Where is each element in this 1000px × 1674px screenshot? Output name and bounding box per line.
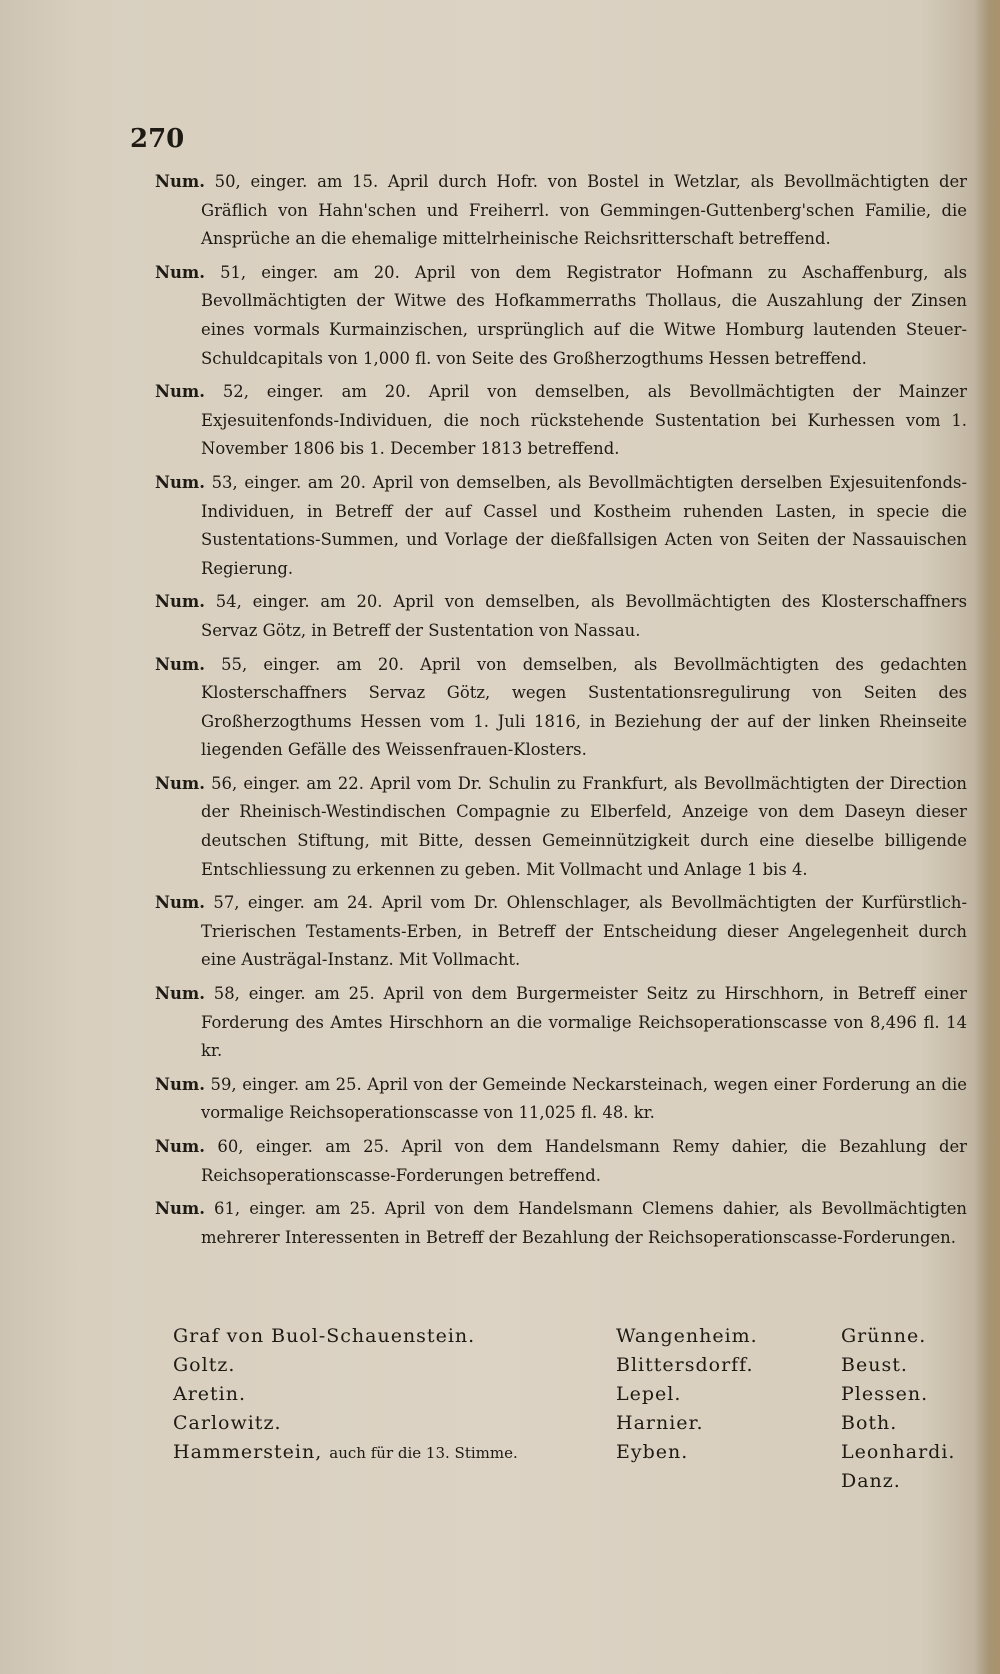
entry-text: 59, einger. am 25. April von der Gemeinde Neckarsteinach, wegen einer Forderung an die vormalige Reichsoperationscasse von 11,025 fl. 48. kr.	[201, 1074, 967, 1123]
entry-58	[155, 980, 967, 1066]
entry-56	[155, 770, 967, 884]
entry-label: Num.	[155, 654, 205, 674]
entry-label: Num.	[155, 592, 205, 612]
entry-label: Num.	[155, 1199, 205, 1219]
entry-53	[155, 469, 967, 583]
entry-text: 54, einger. am 20. April von demselben, als Bevollmächtigten des Klosterschaffners Servaz Götz, in Betreff der Sustentation von Nassau.	[201, 592, 967, 640]
entry-text: 56, einger. am 22. April vom Dr. Schulin zu Frankfurt, als Bevollmächtigten der Direction der Rheinisch-Westindischen Compagnie zu Elberfeld, Anzeige von dem Daseyn dieser deutschen Stiftung, mit Bitte, dessen Gemeinnützigkeit durch eine dieselbe billigende Entschliessung zu erkennen zu geben. Mit Vollmacht und Anlage 1 bis 4.	[201, 773, 967, 879]
signature-name: Grünne.	[841, 1325, 927, 1347]
signature-name: Plessen.	[841, 1383, 929, 1405]
signature-name: Carlowitz.	[173, 1412, 282, 1434]
page-number: 270	[130, 124, 185, 154]
signature-column-3	[841, 1322, 971, 1496]
entry-text: 58, einger. am 25. April von dem Burgermeister Seitz zu Hirschhorn, in Betreff einer Forderung des Amtes Hirschhorn an die vormalige Reichsoperationscasse von 8,496 fl. 14 kr.	[201, 984, 967, 1061]
signature-name: Graf von Buol-Schauenstein.	[173, 1325, 476, 1347]
entry-label: Num.	[155, 472, 205, 492]
entry-text: 61, einger. am 25. April von dem Handelsmann Clemens dahier, als Bevollmächtigten mehrerer Interessenten in Betreff der Bezahlung der Reichsoperationscasse-Forderungen.	[201, 1199, 967, 1247]
entry-50	[155, 168, 967, 254]
entry-57	[155, 889, 967, 975]
entry-54	[155, 588, 967, 645]
entry-label: Num.	[155, 773, 205, 793]
entry-label: Num.	[155, 984, 205, 1004]
signature-name: Wangenheim.	[616, 1325, 758, 1347]
entry-label: Num.	[155, 382, 205, 402]
entry-label: Num.	[155, 893, 205, 913]
signature-name: Aretin.	[173, 1383, 247, 1405]
entry-label: Num.	[155, 262, 205, 282]
entry-label: Num.	[155, 172, 205, 191]
signature-name: Eyben.	[616, 1441, 689, 1463]
entry-text: 53, einger. am 20. April von demselben, als Bevollmächtigten derselben Exjesuitenfonds-Individuen, in Betreff der auf Cassel und Kostheim ruhenden Lasten, in specie die Sustentations-Summen, und Vorlage der dießfallsigen Acten von Seiten der Nassauischen Regierung.	[201, 472, 967, 578]
entry-label: Num.	[155, 1137, 205, 1156]
signature-name: Danz.	[841, 1470, 901, 1492]
entry-51	[155, 259, 967, 373]
signature-name: Beust.	[841, 1354, 908, 1376]
signature-name: Harnier.	[616, 1412, 704, 1434]
signature-name: Hammerstein,	[173, 1441, 323, 1463]
signature-name: Blittersdorff.	[616, 1354, 754, 1376]
signature-column-1	[173, 1322, 603, 1468]
signature-name: Leonhardi.	[841, 1441, 956, 1463]
entry-text: 52, einger. am 20. April von demselben, als Bevollmächtigten der Mainzer Exjesuitenfonds-Individuen, die noch rückstehende Sustentation bei Kurhessen vom 1. November 1806 bis 1. December 1813 betreffend.	[201, 382, 967, 459]
entry-text: 57, einger. am 24. April vom Dr. Ohlenschlager, als Bevollmächtigten der Kurfürstlich-Trierischen Testaments-Erben, in Betreff der Entscheidung dieser Angelegenheit durch eine Austrägal-Instanz. Mit Vollmacht.	[201, 893, 967, 970]
entry-text: 55, einger. am 20. April von demselben, als Bevollmächtigten des gedachten Klosterschaffners Servaz Götz, wegen Sustentationsregulirung von Seiten des Großherzogthums Hessen vom 1. Juli 1816, in Beziehung der auf der linken Rheinseite liegenden Gefälle des Weissenfrauen-Klosters.	[201, 654, 967, 760]
entry-61	[155, 1195, 967, 1252]
signature-name-with-note	[173, 1438, 603, 1468]
signature-name: Lepel.	[616, 1383, 682, 1405]
entry-52	[155, 378, 967, 464]
signature-name: Goltz.	[173, 1354, 236, 1376]
signature-note: auch für die 13. Stimme.	[329, 1444, 518, 1462]
entry-text: 51, einger. am 20. April von dem Registrator Hofmann zu Aschaffenburg, als Bevollmächtigten der Witwe des Hofkammerraths Thollaus, die Auszahlung der Zinsen eines vormals Kurmainzischen, ursprünglich auf die Witwe Homburg lautenden Steuer-Schuldcapitals von 1,000 fl. von Seite des Großherzogthums Hessen betreffend.	[201, 262, 967, 368]
page-edge-shadow	[974, 0, 1000, 1674]
entry-text: 50, einger. am 15. April durch Hofr. von Bostel in Wetzlar, als Bevollmächtigten der Gräflich von Hahn'schen und Freiherrl. von Gemmingen-Guttenberg'schen Familie, die Ansprüche an die ehemalige mittelrheinische Reichsritterschaft betreffend.	[201, 172, 968, 249]
signature-column-2	[616, 1322, 806, 1467]
entry-label: Num.	[155, 1074, 205, 1094]
entry-55	[155, 651, 967, 765]
entry-text: 60, einger. am 25. April von dem Handelsmann Remy dahier, die Bezahlung der Reichsoperationscasse-Forderungen betreffend.	[201, 1137, 967, 1185]
entry-60	[155, 1133, 967, 1190]
entry-59	[155, 1071, 967, 1128]
entry-list	[155, 168, 967, 1257]
signature-name: Both.	[841, 1412, 898, 1434]
